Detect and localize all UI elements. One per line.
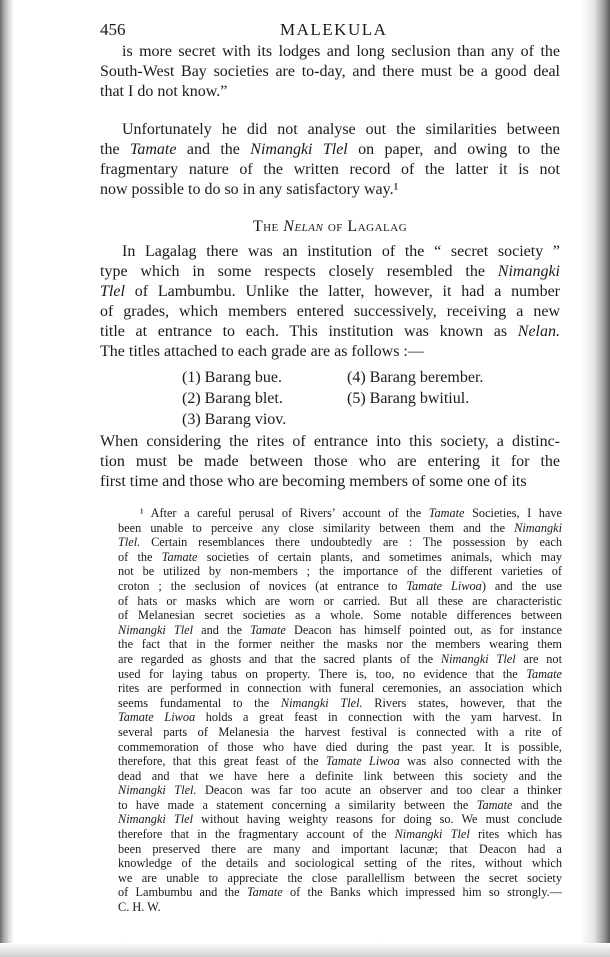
text-run: therefore that in the fragmentary account of the [118,827,395,842]
text-run: seems fundamental to the [118,695,281,710]
grade-column-right [347,367,483,409]
text-line [118,871,562,886]
text-run: When considering the rites of entrance into this society, a distinc- [100,433,560,450]
text-line [118,579,562,594]
heading-italic: Nelan [283,218,324,235]
text-line [100,282,560,302]
text-line [118,812,562,827]
italic-text: Tamate Liwoa [406,578,482,593]
text-run: fragmentary nature of the written record of the latter it is not [100,161,560,178]
text-line [100,432,560,452]
text-run: not be utilized by non-members ; the importance of the different varieties of [118,564,562,579]
text-run: are regarded as ghosts and that the sacred plants of the [118,651,441,666]
text-line [118,783,562,798]
text-line [118,652,562,667]
book-binding-shadow [0,0,14,957]
text-line [118,798,562,813]
text-line [100,302,560,322]
text-run: holds a great feast in connection with the yam harvest. In [195,710,563,725]
text-run: knowledge of the details and sociological setting of the rites, without which [118,856,562,871]
text-line [118,885,562,900]
paragraph [100,120,560,200]
grade-item: (1) Barang bue. [182,369,282,386]
text-line [100,160,560,180]
text-line [118,900,562,915]
text-run: used for laying tabus on property. There is, too, no evidence that the [118,666,527,681]
text-run: type which in some respects closely resembled the [100,263,498,280]
text-line [100,120,560,140]
text-line [118,827,562,842]
footnote [118,506,562,915]
text-run: rites are performed in connection with funeral ceremonies, an association which [118,681,562,696]
grade-item: (4) Barang berember. [347,369,484,386]
text-line [118,637,562,652]
text-run: are not [515,651,562,666]
italic-text: Nimangki Tlel [440,651,516,666]
italic-text: Tamate [250,622,286,637]
text-line [118,667,562,682]
text-run: of Lambumbu and the [118,885,247,900]
running-title: MALEKULA [280,20,388,39]
text-run: of the Banks which impressed him so strongly.— [282,885,562,900]
text-run: Societies, I have [464,506,562,520]
grade-item: (5) Barang bwitiul. [347,390,470,407]
text-run: and the [176,141,251,158]
text-line [118,608,562,623]
text-line [100,140,560,160]
text-line [100,82,560,102]
text-run: been preserved there are many and important lacunæ; that Deacon had a [118,841,562,856]
italic-text: Tamate [246,885,283,900]
text-line [100,242,560,262]
text-run: Certain resemblances there undoubtedly are : The possession by each [140,535,562,550]
text-run: the fact that in the former neither the masks nor the members wearing them [118,637,562,652]
text-run: several parts of Melanesia the harvest festival is connected with a rite of [118,724,562,739]
text-line [118,564,562,579]
text-line [118,842,562,857]
italic-text: Tamate Liwoa [118,710,196,725]
italic-text: Nimangki Tlel. [118,783,197,798]
text-run: rites which has [469,827,562,842]
text-line [118,856,562,871]
text-run: ¹ After a careful perusal of Rivers’ account of the [140,506,429,520]
text-run: now possible to do so in any satisfactory way.¹ [100,181,399,198]
italic-text: Tamate [476,797,513,812]
italic-text: Nimangki [497,263,560,280]
text-run: without having weighty reasons for doing so. We must conclude [193,812,562,827]
page-edge-shadow [580,0,610,957]
text-run: was also connected with the [399,754,563,769]
italic-text: Tamate [161,549,198,564]
text-line [118,550,562,565]
text-run: first time and those who are becoming members of some one of its [100,473,527,490]
text-run: commemoration of those who have died during the past year. It is possible, [118,739,562,754]
text-run: that I do not know.” [100,83,228,100]
text-line [100,262,560,282]
text-run: tion must be made between those who are entering it for the [100,453,560,470]
text-line [100,452,560,472]
text-line [100,180,560,200]
italic-text: Nimangki Tlel [118,622,194,637]
italic-text: Tlel. [118,535,141,550]
text-run: therefore, that this great feast of the [118,754,326,769]
text-run: of hats or masks which are worn or carried. But all these are characteristic [118,593,562,608]
italic-text: Nimangki Tlel. [280,695,363,710]
italic-text: Tamate [526,666,562,681]
text-line [118,696,562,711]
italic-text: Nimangki [514,520,562,535]
text-run: Deacon has himself pointed out, as for instance [285,622,562,637]
text-run: of the [118,549,162,564]
text-run: and the [193,622,251,637]
paragraph [100,432,560,492]
italic-text: Nelan. [517,323,560,340]
italic-text: Tamate [129,141,177,158]
text-run: the [100,141,130,158]
grade-item: (3) Barang viov. [182,411,287,428]
text-line [118,710,562,725]
italic-text: Tlel [100,283,125,300]
text-run: of Melanesian secret societies as a whole. Some notable differences between [118,608,562,623]
text-line [118,740,562,755]
text-run: been unable to perceive any close similarity between them and the [118,520,515,535]
text-line [100,42,560,62]
text-line [118,681,562,696]
text-line [118,769,562,784]
text-line [100,322,560,342]
text-line [118,754,562,769]
text-run: The titles attached to each grade are as follows :— [100,343,424,360]
text-run: to have made a statement concerning a similarity between the [118,797,477,812]
text-run: Unfortunately he did not analyse out the similarities between [122,121,560,138]
text-run: we are unable to appreciate the close parallellism between the secret society [118,870,562,885]
section-heading [100,218,560,236]
text-line [118,521,562,536]
italic-text: Nimangki Tlel [394,827,470,842]
text-run: dead and that we have here a definite link between this society and the [118,768,562,783]
paragraph [100,42,560,102]
text-run: on paper, and owing to the [347,141,561,158]
italic-text: Nimangki Tlel [250,141,348,158]
text-run: societies of certain plants, and sometimes animals, which may [197,549,562,564]
text-run: South-West Bay societies are to-day, and there must be a good deal [100,63,560,80]
italic-text: Nimangki Tlel [118,812,194,827]
text-run: Deacon was far too acute an observer and too clear a thinker [196,783,562,798]
page-bottom-edge [0,943,610,957]
text-run: and the [512,797,562,812]
text-run: ) and the use [481,578,562,593]
text-line [118,535,562,550]
paragraph [100,242,560,362]
text-line [100,342,560,362]
text-run: of grades, which members entered successively, receiving a new [100,303,560,320]
text-line [118,506,562,521]
text-run: title at entrance to each. This institution was known as [100,323,518,340]
text-line [118,594,562,609]
text-run: croton ; the seclusion of novices (at entrance to [118,578,407,593]
grade-column-left [182,367,286,430]
text-line [100,62,560,82]
italic-text: Tamate Liwoa [325,754,400,769]
text-run: Rivers states, however, that the [362,695,562,710]
heading-text: of Lagalag [323,218,408,235]
heading-text: The [252,218,284,235]
page-number: 456 [100,20,126,39]
text-run: is more secret with its lodges and long seclusion than any of the [122,43,560,60]
grade-item: (2) Barang blet. [182,390,283,407]
text-line [118,725,562,740]
text-line [100,472,560,492]
text-line [118,623,562,638]
text-run: C. H. W. [118,900,161,915]
text-run: In Lagalag there was an institution of the “ secret society ” [122,243,560,260]
italic-text: Tamate [428,506,465,520]
text-run: of Lambumbu. Unlike the latter, however, it had a number [124,283,560,300]
